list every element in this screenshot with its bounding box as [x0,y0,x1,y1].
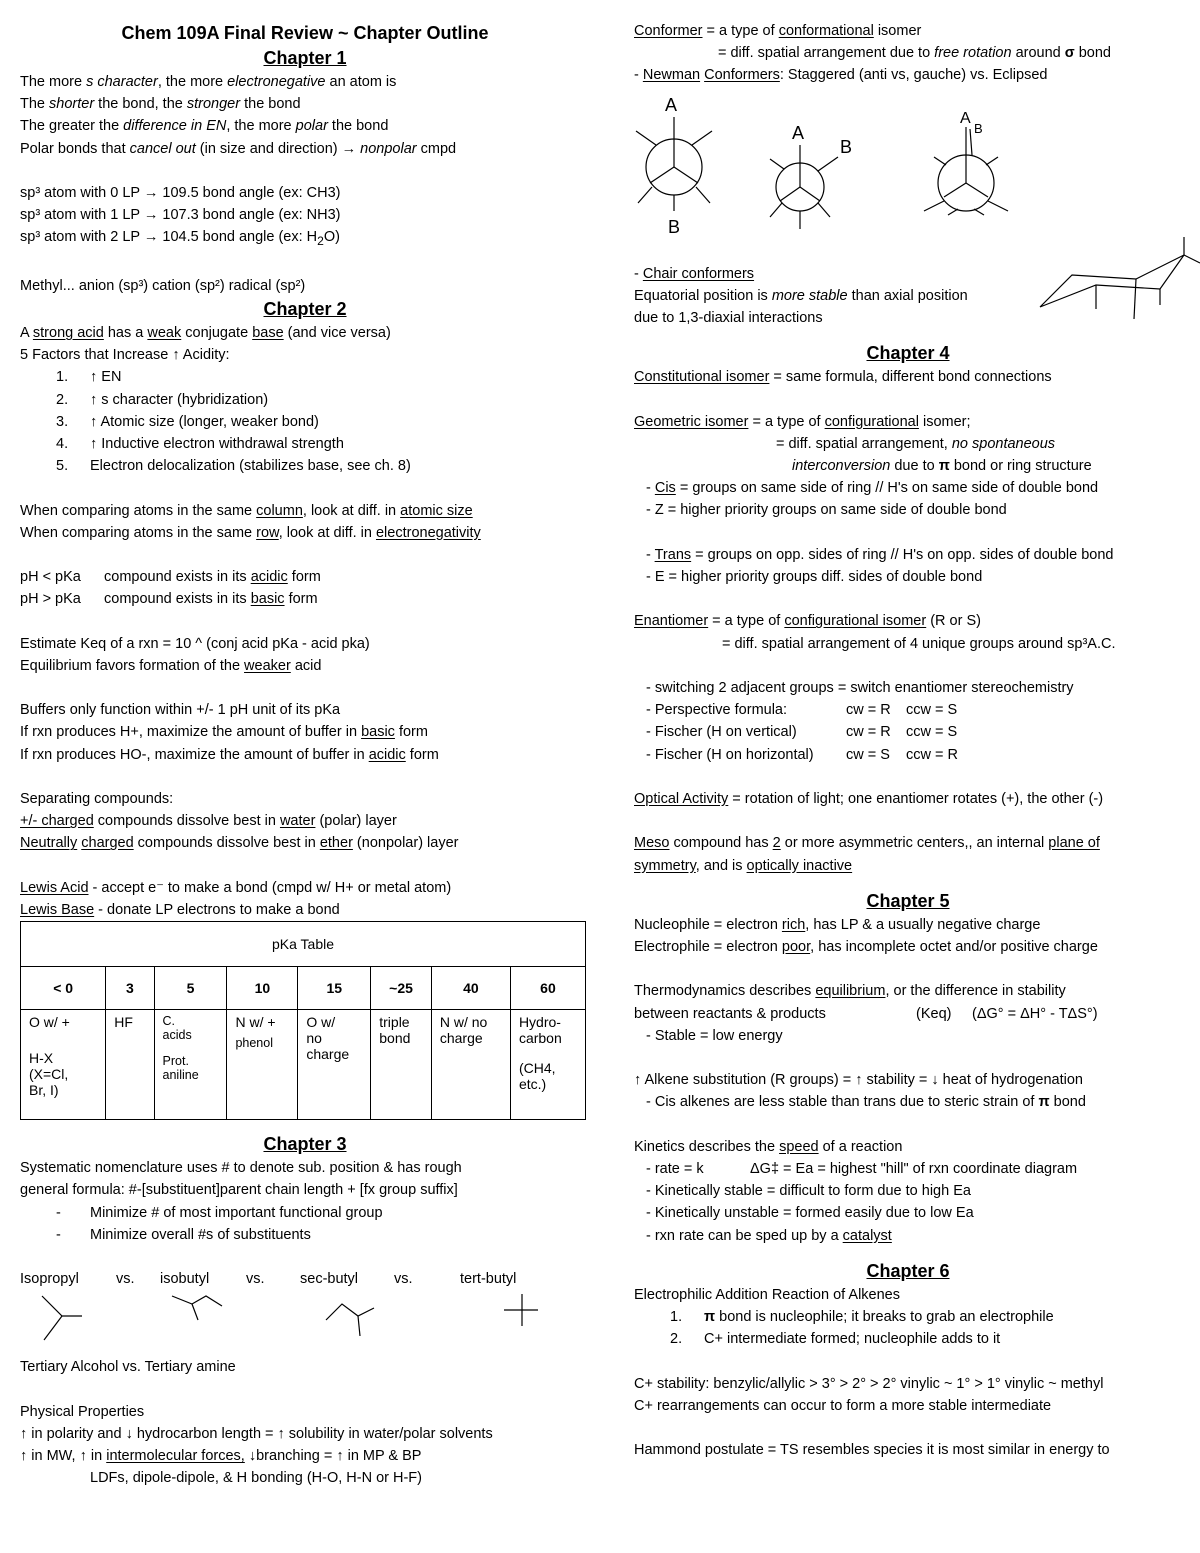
ch1-line-1: The more s character, the more electronegative an atom is [20,74,397,90]
sec-butyl-structure [326,1304,374,1336]
separating-heading: Separating compounds: [20,791,174,808]
physical-line-2: ↑ in MW, ↑ in intermolecular forces, ↓branching = ↑ in MP & BP [20,1448,422,1465]
nomenclature-line-1: Systematic nomenclature uses # to denote sub. position & has rough [20,1160,462,1177]
chapter-3-heading: Chapter 3 [263,1134,347,1155]
nomenclature-rule-1: - Minimize # of most important functional group [56,1204,383,1221]
z-line: - Z = higher priority groups on same side of double bond [646,502,1007,519]
separating-line-2: Neutrally charged compounds dissolve best in ether (nonpolar) layer [20,835,459,852]
fischer-horizontal-line: - Fischer (H on horizontal) cw = S ccw = R [646,746,958,763]
pka-cell: triple bond [371,1010,432,1120]
separating-line-1: +/- charged compounds dissolve best in water (polar) layer [20,813,397,830]
carbocation-rearrangement-line: C+ rearrangements can occur to form a more stable intermediate [634,1397,1052,1414]
pka-cell: HF [106,1010,154,1120]
geometric-isomer-line-2: = diff. spatial arrangement, no spontaneous [776,435,1056,452]
pka-header: 60 [510,967,585,1010]
nomenclature-rule-2: - Minimize overall #s of substituents [56,1226,311,1243]
equilibrium-line: Equilibrium favors formation of the weaker acid [20,657,322,674]
pka-header: 5 [154,967,227,1010]
table-row [21,967,586,1010]
kinetically-stable-line: - Kinetically stable = difficult to form due to high Ea [646,1183,971,1200]
pka-cell: Hydro- carbon (CH4, etc.) [510,1010,585,1120]
kinetics-line: Kinetics describes the speed of a reaction [634,1138,903,1155]
geometric-isomer-line: Geometric isomer = a type of configurational isomer; [634,413,971,430]
isopropyl-structure [42,1296,82,1340]
perspective-line: - Perspective formula: cw = R ccw = S [646,702,958,719]
catalyst-line: - rxn rate can be sped up by a catalyst [646,1227,892,1244]
label-a: A [792,122,805,143]
label-a: A [960,109,971,127]
electrophilic-addition-line: Electrophilic Addition Reaction of Alkenes [634,1286,900,1303]
chair-line-2: Equatorial position is more stable than axial position [634,287,968,304]
left-column [20,20,590,1489]
label-a: A [665,94,678,115]
conformer-line-1: Conformer = a type of conformational isomer [634,23,922,39]
pka-header: 15 [298,967,371,1010]
newman-anti-diagram [636,95,712,237]
lewis-acid-line: Lewis Acid - accept e⁻ to make a bond (cmpd w/ H+ or metal atom) [20,879,452,896]
nucleophile-line: Nucleophile = electron rich, has LP & a usually negative charge [634,916,1041,933]
table-row [21,1010,586,1120]
constitutional-isomer-line: Constitutional isomer = same formula, different bond connections [634,369,1052,386]
newman-gauche-diagram [770,123,852,229]
label-b: B [974,120,983,136]
pka-header: 3 [106,967,154,1010]
alkene-line: ↑ Alkene substitution (R groups) = ↑ stability = ↓ heat of hydrogenation [634,1072,1083,1089]
pka-cell: O w/ no charge [298,1010,371,1120]
pka-header: 40 [431,967,510,1010]
cis-line: - Cis = groups on same side of ring // H's on same side of double bond [646,480,1099,497]
keq-line: Estimate Keq of a rxn = 10 ^ (conj acid pKa - acid pka) [20,635,370,652]
geometric-isomer-line-3: interconversion due to π bond or ring structure [792,458,1092,475]
isobutyl-structure [172,1296,222,1320]
buffer-line-2: If rxn produces H+, maximize the amount of buffer in basic form [20,724,428,741]
pka-cell: O w/ + H-X (X=Cl, Br, I) [21,1010,106,1120]
alkyl-names-line: Isopropyl vs. isobutyl vs. sec-butyl vs. tert-butyl [20,1271,517,1288]
label-b: B [840,136,853,157]
methyl-line: Methyl... anion (sp³) cation (sp²) radical (sp²) [20,277,306,294]
trans-line: - Trans = groups on opp. sides of ring // H's on opp. sides of double bond [646,546,1114,563]
column-compare-line: When comparing atoms in the same column, look at diff. in atomic size [20,502,473,519]
optical-activity-line: Optical Activity = rotation of light; one enantiomer rotates (+), the other (-) [634,791,1104,807]
newman-eclipsed-diagram [924,110,1008,215]
chapter-1-heading: Chapter 1 [263,48,347,68]
ch1-line-2: The shorter the bond, the stronger the bond [20,96,301,113]
carbocation-stability-line: C+ stability: benzylic/allylic > 3° > 2° > 2° vinylic ~ 1° > 1° vinylic ~ methyl [634,1375,1104,1392]
fischer-vertical-line: - Fischer (H on vertical) cw = R ccw = S [646,724,958,741]
stable-line: - Stable = low energy [646,1027,783,1044]
chapter-4-heading: Chapter 4 [866,343,950,364]
physical-line-1: ↑ in polarity and ↓ hydrocarbon length = ↑ solubility in water/polar solvents [20,1425,493,1442]
enantiomer-line-2: = diff. spatial arrangement of 4 unique groups around sp³A.C. [722,635,1116,652]
pka-header: < 0 [21,967,106,1010]
conformer-line-2: = diff. spatial arrangement due to free rotation around σ bond [718,45,1111,62]
list-item: 4. ↑ Inductive electron withdrawal strength [56,435,344,452]
row-compare-line: When comparing atoms in the same row, look at diff. in electronegativity [20,524,481,541]
meso-line-1: Meso compound has 2 or more asymmetric centers,, an internal plane of [634,835,1100,852]
right-column [634,20,1182,1461]
pka-table [20,921,586,1120]
chapter-6-heading: Chapter 6 [866,1260,950,1281]
meso-line-2: symmetry, and is optically inactive [634,857,853,874]
alkyl-structures [20,1290,580,1356]
sp3-line-2: sp³ atom with 1 LP → 107.3 bond angle (ex: NH3) [20,207,341,224]
tert-butyl-structure [504,1294,538,1326]
buffer-line-3: If rxn produces HO-, maximize the amount of buffer in acidic form [20,746,439,763]
hammond-postulate-line: Hammond postulate = TS resembles species it is most similar in energy to [634,1442,1110,1459]
chair-line-1: - Chair conformers [634,265,755,282]
nomenclature-line-2: general formula: #-[substituent]parent chain length + [fx group suffix] [20,1182,458,1199]
physical-properties-heading: Physical Properties [20,1403,145,1420]
buffer-line-1: Buffers only function within +/- 1 pH unit of its pKa [20,702,341,719]
physical-line-3: LDFs, dipole-dipole, & H bonding (H-O, H-N or H-F) [90,1470,422,1487]
thermodynamics-line-2: between reactants & products (Keq) (ΔG° = ΔH° - TΔS°) [634,1005,1098,1022]
chapter-2-heading: Chapter 2 [263,298,347,319]
ph-line-2: pH > pKa compound exists in its basic form [20,591,318,608]
switching-line: - switching 2 adjacent groups = switch enantiomer stereochemistry [646,680,1074,696]
acid-base-line: A strong acid has a weak conjugate base (and vice versa) [20,324,391,341]
sp3-line-1: sp³ atom with 0 LP → 109.5 bond angle (ex: CH3) [20,185,341,201]
list-item: 5. Electron delocalization (stabilizes base, see ch. 8) [56,458,411,475]
list-item: 1. ↑ EN [56,369,122,386]
pka-header: ~25 [371,967,432,1010]
newman-line: - Newman Conformers: Staggered (anti vs, gauche) vs. Eclipsed [634,67,1048,84]
ch1-line-4: Polar bonds that cancel out (in size and direction) → nonpolar cmpd [20,140,457,157]
chair-line-3: due to 1,3-diaxial interactions [634,310,823,327]
ph-line-1: pH < pKa compound exists in its acidic form [20,569,321,586]
document-title: Chem 109A Final Review ~ Chapter Outline [121,23,489,43]
label-b: B [668,216,681,237]
pka-table-title: pKa Table [21,922,586,967]
sp3-line-3: sp³ atom with 2 LP → 104.5 bond angle (ex: $H_2O$) [20,229,340,249]
e-line: - E = higher priority groups diff. sides of double bond [646,569,983,586]
chapter-5-heading: Chapter 5 [866,890,950,911]
list-item: 2. C+ intermediate formed; nucleophile adds to it [670,1331,1001,1348]
tertiary-line: Tertiary Alcohol vs. Tertiary amine [20,1359,236,1376]
chair-conformer-diagram [1034,235,1200,331]
cis-alkene-line: - Cis alkenes are less stable than trans due to steric strain of π bond [646,1094,1086,1111]
kinetically-unstable-line: - Kinetically unstable = formed easily due to low Ea [646,1205,974,1222]
list-item: 1. π bond is nucleophile; it breaks to grab an electrophile [670,1309,1054,1325]
enantiomer-line: Enantiomer = a type of configurational isomer (R or S) [634,613,981,630]
list-item: 3. ↑ Atomic size (longer, weaker bond) [56,413,319,430]
rate-line: - rate = k ΔG‡ = Ea = highest "hill" of rxn coordinate diagram [646,1160,1078,1177]
lewis-base-line: Lewis Base - donate LP electrons to make a bond [20,902,340,919]
chair-section [634,263,1182,330]
factors-line: 5 Factors that Increase ↑ Acidity: [20,347,230,364]
list-item: 2. ↑ s character (hybridization) [56,391,269,408]
pka-header: 10 [227,967,298,1010]
electrophile-line: Electrophile = electron poor, has incomplete octet and/or positive charge [634,939,1098,955]
thermodynamics-line: Thermodynamics describes equilibrium, or the difference in stability [634,983,1066,1000]
ch1-line-3: The greater the difference in EN, the more polar the bond [20,118,389,135]
pka-cell: C. acids Prot. aniline [154,1010,227,1120]
pka-cell: N w/ + phenol [227,1010,298,1120]
pka-cell: N w/ no charge [431,1010,510,1120]
acidity-factor-list [20,366,590,477]
